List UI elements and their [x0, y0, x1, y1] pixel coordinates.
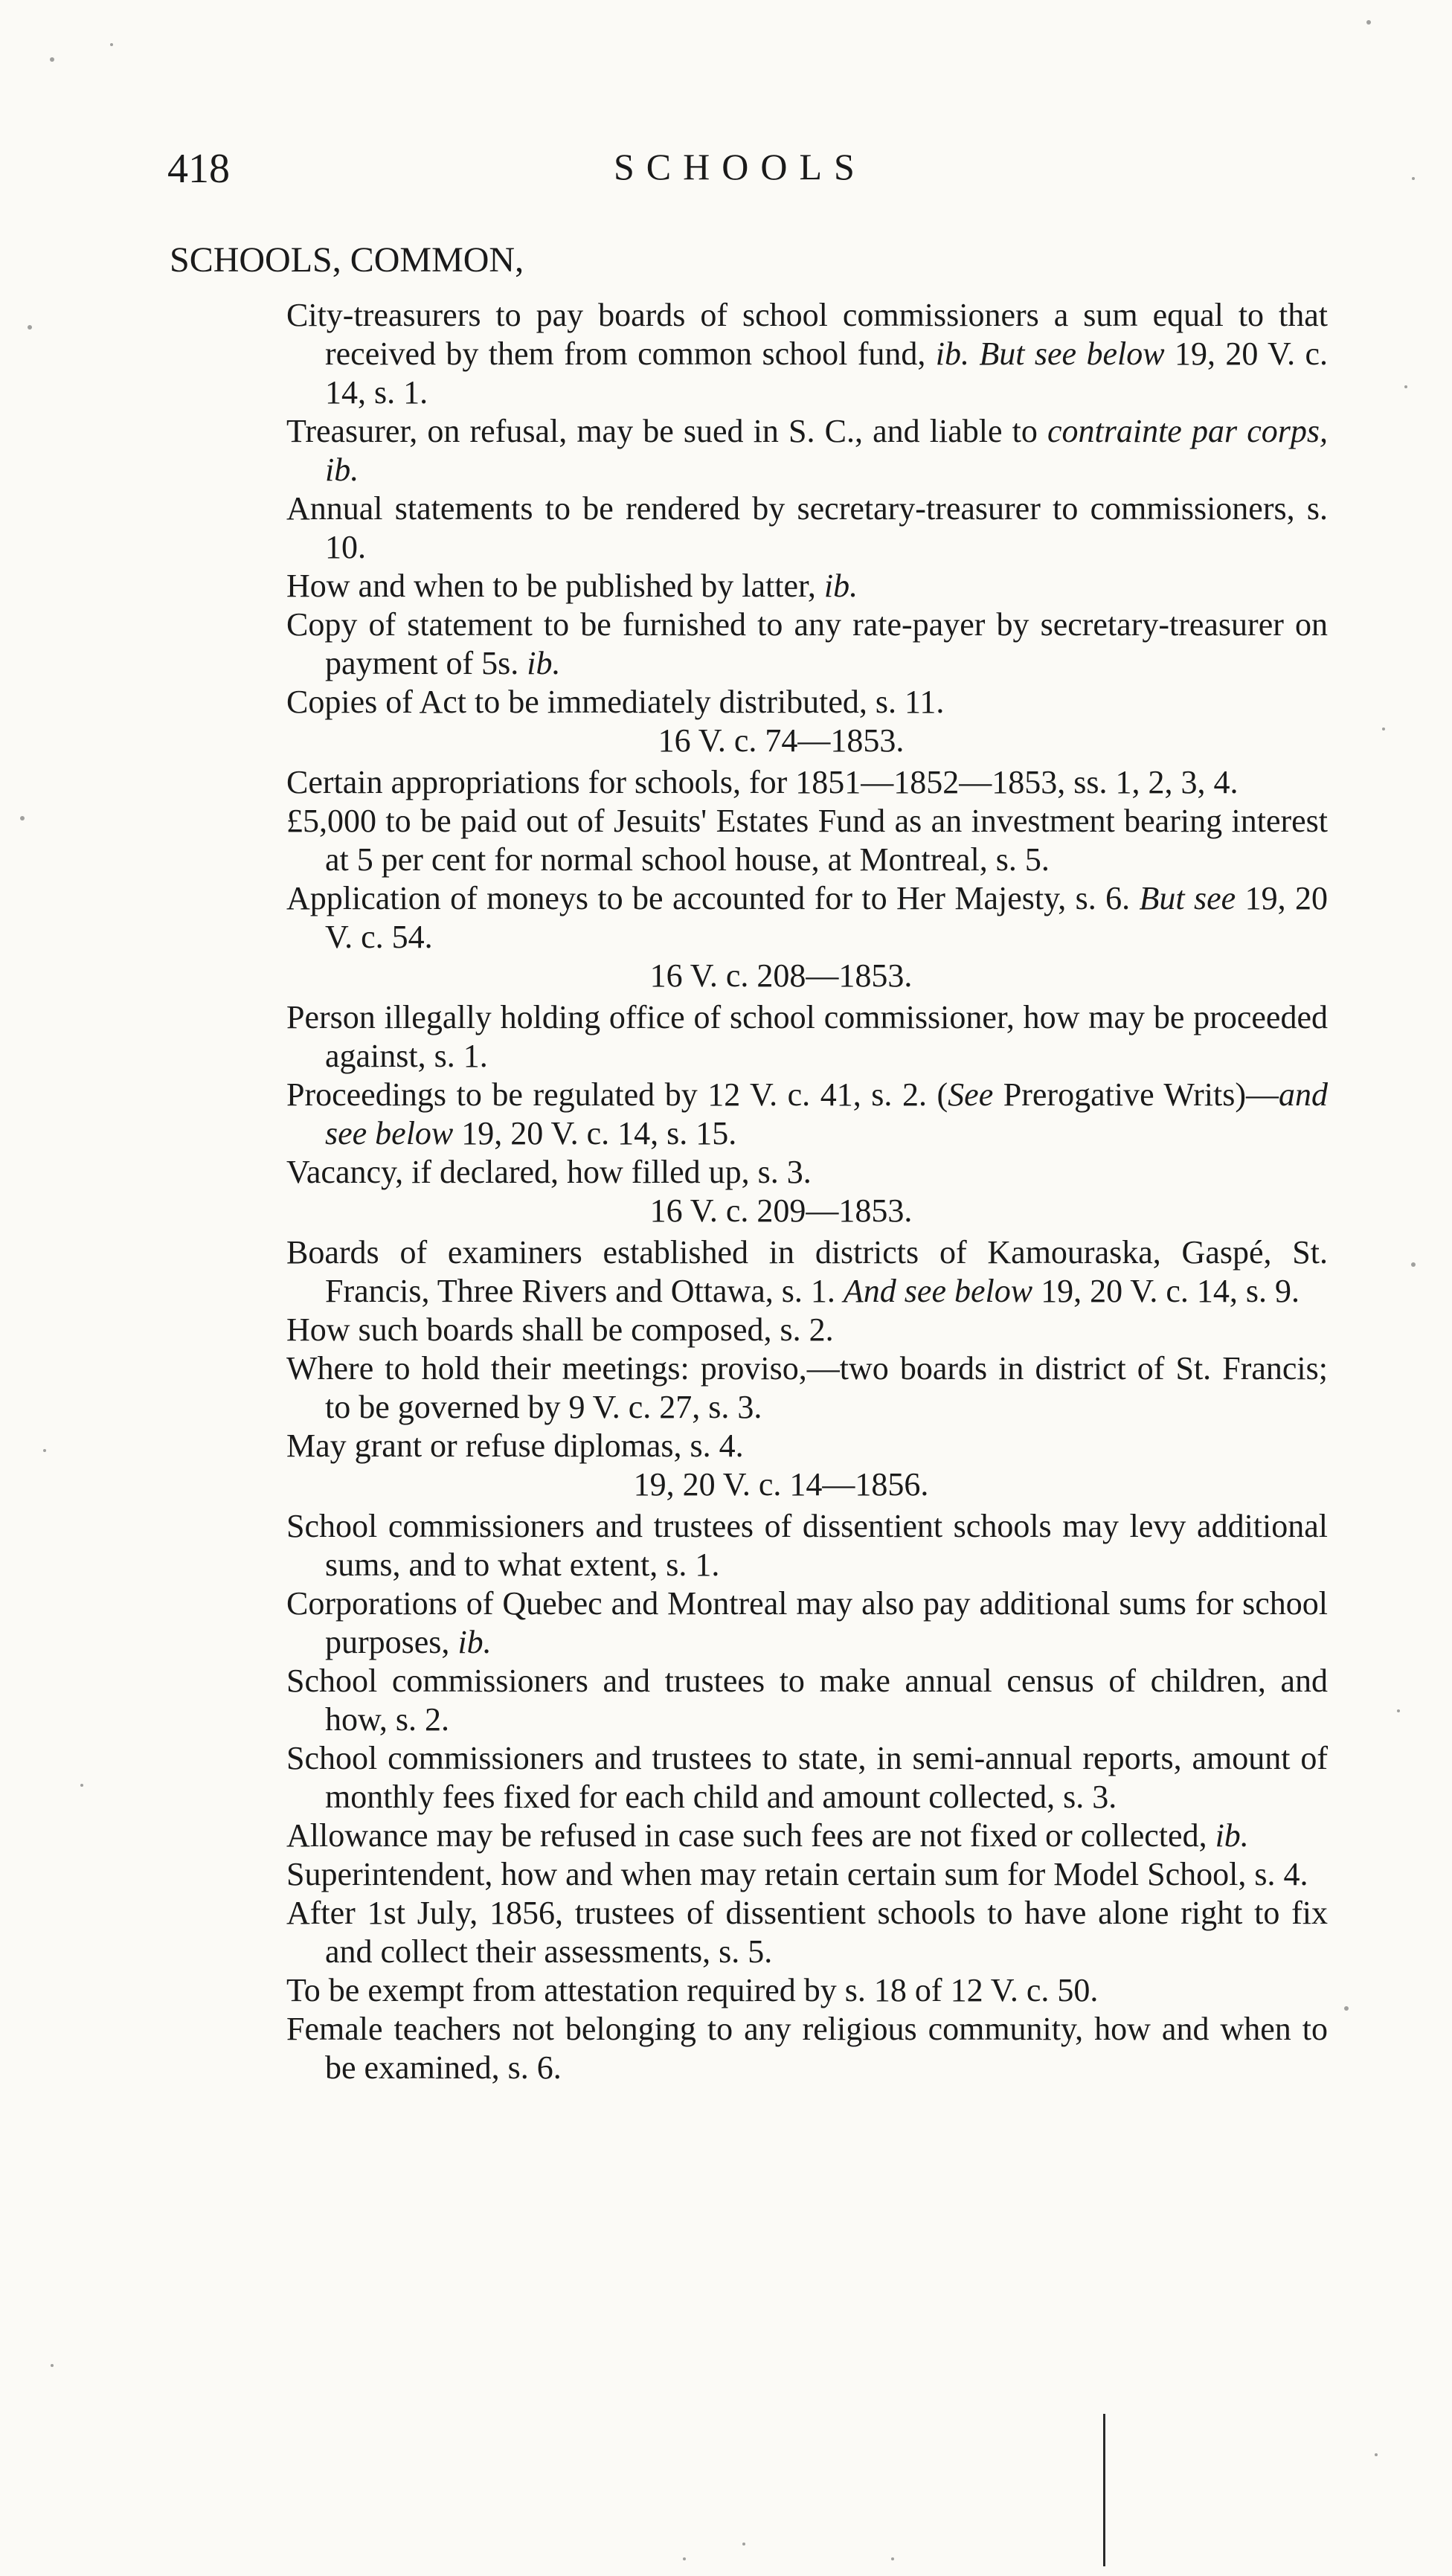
index-entry: [286, 489, 1328, 567]
index-entry: [286, 1427, 1328, 1465]
index-entry: [286, 1971, 1328, 2010]
entry-text: Where to hold their meetings: proviso,—two boards in district of St. Francis; to be governed by 9 V. c. 27, s. 3.: [286, 1350, 1328, 1425]
index-entry: [286, 1233, 1328, 1311]
entry-text: Treasurer, on refusal, may be sued in S. C., and liable to: [286, 413, 1047, 449]
index-entry: [286, 1662, 1328, 1739]
running-head: SCHOOLS: [614, 146, 867, 187]
act-heading: 16 V. c. 74—1853.: [658, 722, 905, 759]
entry-text: City-treasurers to pay boards of school commissioners a sum equal to that received by them from common school fund,: [286, 297, 1328, 372]
entry-text: Application of moneys to be accounted for to Her Majesty, s. 6.: [286, 880, 1140, 916]
entry-italic-text: and see below: [325, 1076, 1328, 1152]
index-entry: [286, 683, 1328, 722]
binding-shadow-line: [1103, 2414, 1105, 2566]
entry-text: Vacancy, if declared, how filled up, s. 3.: [286, 1154, 812, 1190]
index-entry: [286, 1855, 1328, 1894]
index-entry: [286, 567, 1328, 606]
entry-italic-text: contrainte par corps, ib.: [325, 413, 1328, 488]
entry-italic-text: And see below: [843, 1273, 1033, 1309]
index-entry: [286, 802, 1328, 879]
index-entries: [286, 296, 1328, 2087]
page-number: 418: [167, 146, 230, 192]
entry-text: To be exempt from attestation required by s. 18 of 12 V. c. 50.: [286, 1972, 1099, 2008]
index-entry: [286, 296, 1328, 412]
index-entry: [286, 1584, 1328, 1662]
act-heading: 16 V. c. 209—1853.: [649, 1192, 913, 1229]
entry-text: 19, 20 V. c. 14, s. 15.: [453, 1115, 737, 1152]
index-entry: [286, 2010, 1328, 2087]
entry-text: 19, 20 V. c. 54.: [325, 880, 1328, 955]
index-entry: [286, 1076, 1328, 1153]
entry-italic-text: But see: [1139, 880, 1236, 916]
entry-italic-text: ib. But see below: [935, 335, 1165, 372]
act-heading: 19, 20 V. c. 14—1856.: [633, 1466, 929, 1503]
index-entry: [286, 1507, 1328, 1584]
entry-text: Copies of Act to be immediately distributed, s. 11.: [286, 684, 945, 720]
entry-italic-text: See: [948, 1076, 994, 1113]
index-entry: [286, 763, 1328, 802]
page-header: [167, 145, 1358, 212]
index-entry: [286, 879, 1328, 957]
section-title: SCHOOLS, COMMON,: [170, 240, 524, 280]
entry-text: School commissioners and trustees to state, in semi-annual reports, amount of monthly fees fixed for each child and amount collected, s. 3.: [286, 1740, 1328, 1815]
entry-text: Female teachers not belonging to any religious community, how and when to be examined, s. 6.: [286, 2011, 1328, 2086]
entry-italic-text: ib.: [823, 568, 858, 604]
entry-text: Prerogative Writs)—: [993, 1076, 1279, 1113]
index-entry: [286, 1817, 1328, 1855]
index-entry: [286, 606, 1328, 683]
entry-text: School commissioners and trustees of dissentient schools may levy additional sums, and to what extent, s. 1.: [286, 1508, 1328, 1583]
entry-text: May grant or refuse diplomas, s. 4.: [286, 1427, 744, 1464]
entry-text: 19, 20 V. c. 14, s. 9.: [1032, 1273, 1300, 1309]
entry-text: School commissioners and trustees to make annual census of children, and how, s. 2.: [286, 1663, 1328, 1738]
entry-text: 19, 20 V. c. 14, s. 1.: [325, 335, 1328, 411]
entry-text: Copy of statement to be furnished to any rate-payer by secretary-treasurer on payment of 5s.: [286, 606, 1328, 681]
index-entry: [286, 1153, 1328, 1192]
entry-text: Certain appropriations for schools, for 1851—1852—1853, ss. 1, 2, 3, 4.: [286, 764, 1239, 800]
entry-text: After 1st July, 1856, trustees of dissentient schools to have alone right to fix and collect their assessments, s. 5.: [286, 1895, 1328, 1970]
act-heading: 16 V. c. 208—1853.: [649, 957, 913, 994]
entry-text: Corporations of Quebec and Montreal may also pay additional sums for school purposes,: [286, 1585, 1328, 1660]
entry-text: Annual statements to be rendered by secretary-treasurer to commissioners, s. 10.: [286, 490, 1328, 565]
entry-text: Allowance may be refused in case such fees are not fixed or collected,: [286, 1817, 1215, 1854]
entry-text: How such boards shall be composed, s. 2.: [286, 1311, 834, 1348]
index-entry: [286, 1349, 1328, 1427]
index-entry: [286, 1894, 1328, 1971]
entry-italic-text: ib.: [527, 645, 561, 681]
index-entry: [286, 412, 1328, 489]
entry-text: Superintendent, how and when may retain certain sum for Model School, s. 4.: [286, 1856, 1308, 1892]
entry-text: Proceedings to be regulated by 12 V. c. 41, s. 2. (: [286, 1076, 948, 1113]
entry-text: Person illegally holding office of school commissioner, how may be proceeded against, s. 1.: [286, 999, 1328, 1074]
index-entry: [286, 998, 1328, 1076]
entry-text: Boards of examiners established in districts of Kamouraska, Gaspé, St. Francis, Three Rivers and Ottawa, s. 1.: [286, 1234, 1328, 1309]
entry-italic-text: ib.: [1215, 1817, 1249, 1854]
entry-text: How and when to be published by latter,: [286, 568, 824, 604]
index-entry: [286, 1311, 1328, 1349]
index-entry: [286, 1739, 1328, 1817]
entry-italic-text: ib.: [457, 1624, 492, 1660]
entry-text: £5,000 to be paid out of Jesuits' Estates Fund as an investment bearing interest at 5 per cent for normal school house, at Montreal, s. 5.: [286, 803, 1328, 878]
